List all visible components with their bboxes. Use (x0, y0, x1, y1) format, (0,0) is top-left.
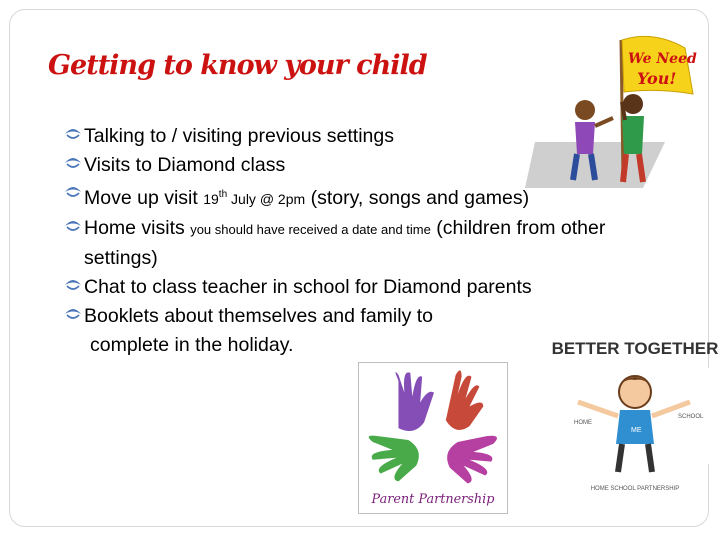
bullet-marker-icon (64, 218, 82, 234)
better-together-home-label: HOME (574, 420, 592, 426)
bullet-text: Move up visit (84, 187, 204, 209)
bullet-text: Booklets about themselves and family to (84, 305, 434, 327)
better-together-me-label: ME (631, 427, 642, 434)
better-together-subtitle: HOME SCHOOL PARTNERSHIP (590, 486, 680, 492)
parent-partnership-caption: Parent Partnership (371, 492, 495, 508)
bullet-text: Home visits (84, 217, 191, 239)
bullet-item (62, 273, 652, 302)
bullet-marker-icon (64, 126, 82, 142)
bullet-item (62, 122, 652, 151)
bullet-text-tail: (story, songs and games) (305, 187, 530, 209)
bullet-text: complete in the holiday. (90, 334, 294, 356)
bullet-text: Chat to class teacher in school for Diamond parents (84, 276, 532, 298)
bullet-item (62, 180, 652, 214)
bullet-marker-icon (64, 306, 82, 322)
parent-partnership-image (358, 362, 508, 514)
bullet-text: Talking to / visiting previous settings (84, 125, 394, 147)
slide-title: Getting to know your child (48, 50, 427, 81)
visit-date-suffix: th (218, 189, 228, 200)
visit-date-day: 19 (203, 191, 219, 207)
bullet-item (62, 214, 652, 273)
bullet-list (62, 122, 652, 360)
bullet-item (62, 302, 652, 331)
better-together-school-label: SCHOOL (678, 414, 704, 420)
better-together-heading: BETTER TOGETHER (551, 339, 719, 358)
bullet-text: Visits to Diamond class (84, 154, 286, 176)
bullet-marker-icon (64, 277, 82, 293)
bullet-marker-icon (64, 184, 82, 200)
better-together-image (551, 332, 719, 500)
bullet-marker-icon (64, 155, 82, 171)
bullet-text-tail: (children from other settings) (84, 217, 606, 269)
bullet-item (62, 151, 652, 180)
visit-date-rest: July @ 2pm (227, 191, 306, 207)
svg-text:You!: You! (637, 69, 677, 88)
svg-text:We Need: We Need (628, 51, 697, 67)
home-visit-note: you should have received a date and time (190, 222, 431, 237)
